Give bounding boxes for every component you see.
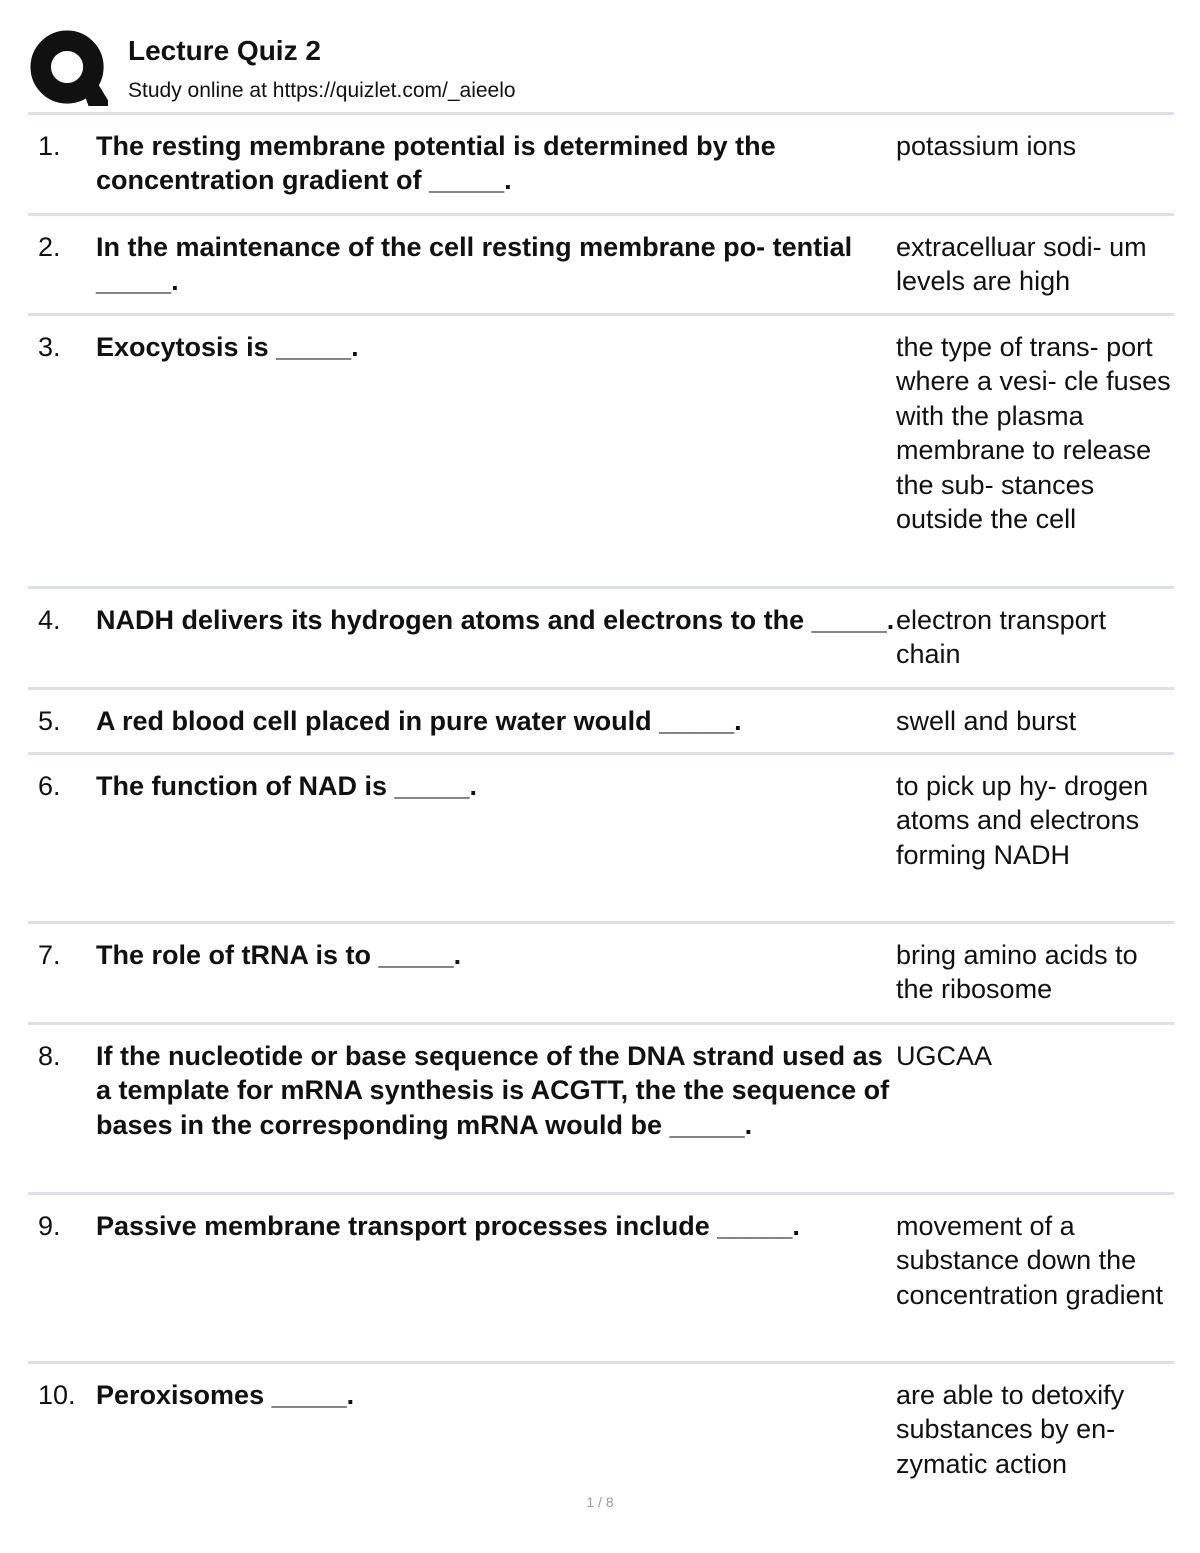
card-term: NADH delivers its hydrogen atoms and electrons to the _____.: [96, 605, 895, 635]
card-number: 7.: [38, 940, 61, 970]
card-definition: to pick up hy- drogen atoms and electrons forming NADH: [896, 771, 1149, 870]
flashcard-row: [28, 589, 1174, 690]
page-header: [28, 28, 1174, 112]
card-number: 2.: [38, 232, 61, 262]
card-term: The function of NAD is _____.: [96, 771, 478, 801]
flashcard-row: [28, 216, 1174, 316]
card-term: The resting membrane potential is determined by the concentration gradient of _____.: [96, 131, 776, 196]
flashcard-list: [28, 112, 1174, 1494]
card-number: 3.: [38, 332, 61, 362]
flashcard-row: [28, 316, 1174, 589]
page-title: Lecture Quiz 2: [128, 35, 321, 66]
card-number: 1.: [38, 131, 61, 161]
card-definition: movement of a substance down the concentration gradient: [896, 1211, 1164, 1310]
flashcard-row: [28, 755, 1174, 924]
card-definition: extracelluar sodi- um levels are high: [896, 232, 1147, 297]
card-number: 10.: [38, 1380, 76, 1410]
card-number: 5.: [38, 706, 61, 736]
page-number: 1 / 8: [586, 1494, 614, 1510]
flashcard-row: [28, 924, 1174, 1025]
card-term: Exocytosis is _____.: [96, 332, 359, 362]
card-term: In the maintenance of the cell resting membrane po- tential _____.: [96, 232, 853, 297]
card-term: Peroxisomes _____.: [96, 1380, 355, 1410]
card-definition: potassium ions: [896, 131, 1077, 161]
card-term: If the nucleotide or base sequence of the DNA strand used as a template for mRNA synthesis is ACGTT, the the sequence of bases in the corresponding mRNA would be _____.: [96, 1041, 890, 1140]
flashcard-row: [28, 1195, 1174, 1364]
card-definition: bring amino acids to the ribosome: [896, 940, 1138, 1005]
flashcard-row: [28, 1364, 1174, 1494]
study-link-text: Study online at https://quizlet.com/_aieelo: [128, 79, 516, 102]
card-definition: electron transport chain: [896, 605, 1107, 670]
card-definition: are able to detoxify substances by en- zymatic action: [896, 1380, 1125, 1479]
card-definition: swell and burst: [896, 706, 1077, 736]
card-number: 4.: [38, 605, 61, 635]
card-term: A red blood cell placed in pure water would _____.: [96, 706, 742, 736]
card-number: 6.: [38, 771, 61, 801]
quizlet-logo-icon: [30, 30, 108, 108]
flashcard-row: [28, 115, 1174, 216]
card-number: 9.: [38, 1211, 61, 1241]
card-term: The role of tRNA is to _____.: [96, 940, 462, 970]
flashcard-row: [28, 1025, 1174, 1195]
card-definition: the type of trans- port where a vesi- cle fuses with the plasma membrane to release the sub- stances outside the cell: [896, 332, 1171, 535]
card-number: 8.: [38, 1041, 61, 1071]
card-definition: UGCAA: [896, 1041, 993, 1071]
card-term: Passive membrane transport processes include _____.: [96, 1211, 800, 1241]
flashcard-row: [28, 690, 1174, 755]
